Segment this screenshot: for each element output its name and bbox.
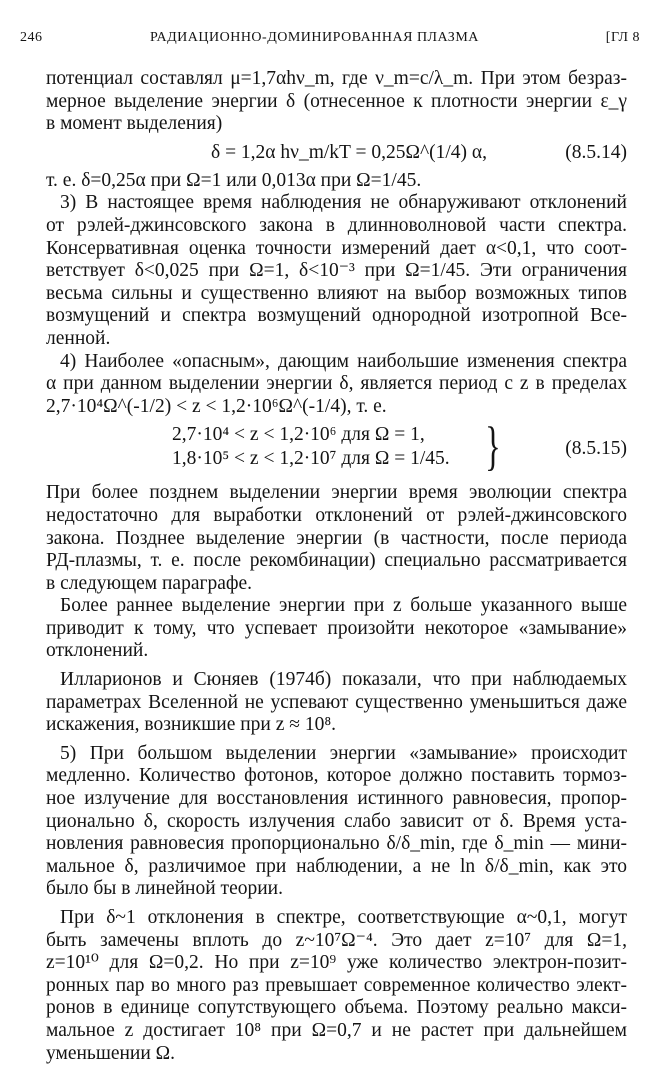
- equation-row: 1,8·10⁵ < z < 1,2·10⁷ для Ω = 1/45.: [172, 448, 450, 470]
- text-line: в следующем параграфе.: [46, 572, 253, 594]
- page-body: [46, 68, 627, 1065]
- text-line: искажения, возникшие при z ≈ 10⁸.: [46, 714, 337, 736]
- text-line: возмущений и спектра возмущений однородной изотропной Все-: [46, 305, 627, 327]
- text-line: ветствует δ<0,025 при Ω=1, δ<10⁻³ при Ω=1/45. Эти ограничения: [46, 260, 627, 282]
- page-header: [20, 30, 640, 52]
- text-line: медленно. Количество фотонов, которое должно поставить тормоз-: [46, 765, 627, 787]
- text-line: мальное z достигает 10⁸ при Ω=0,7 и не растет при дальнейшем: [46, 1019, 627, 1041]
- text-line: При δ~1 отклонения в спектре, соответствующие α~0,1, могут: [60, 907, 627, 928]
- text-line: ронных пар во много раз превышает современное количество элект-: [46, 974, 627, 996]
- text-line: закона. Позднее выделение энергии (в частности, после периода: [46, 527, 627, 549]
- text-line: т. е. δ=0,25α при Ω=1 или 0,013α при Ω=1/45.: [46, 169, 422, 191]
- text-line: ленной.: [46, 327, 111, 349]
- text-line: РД-плазмы, т. е. после рекомбинации) специально рассматривается: [46, 550, 627, 572]
- text-line: α при данном выделении энергии δ, является период с z в пределах: [46, 373, 627, 395]
- text-line: мерное выделение энергии δ (отнесенное к плотности энергии ε_γ: [46, 90, 627, 112]
- text-line: отклонений.: [46, 640, 149, 662]
- text-line: При более позднем выделении энергии время эволюции спектра: [46, 482, 627, 504]
- equation-number: (8.5.14): [565, 141, 627, 163]
- equation-8-5-14: [46, 136, 627, 170]
- text-line: потенциал составлял μ=1,7αhν_m, где ν_m=c/λ_m. При этом безраз-: [46, 68, 627, 89]
- text-line: приводит к тому, что успевает произойти некоторое «замывание»: [46, 617, 627, 639]
- text-line: Консервативная оценка точности измерений дает α<0,1, что соот-: [46, 237, 627, 259]
- text-line: 4) Наиболее «опасным», дающим наибольшие изменения спектра: [60, 350, 627, 372]
- right-brace: }: [485, 416, 501, 477]
- equation-number: (8.5.15): [565, 438, 627, 460]
- text-line: 3) В настоящее время наблюдения не обнаруживают отклонений: [60, 192, 627, 214]
- text-line: 5) При большом выделении энергии «замывание» происходит: [60, 742, 627, 764]
- text-line: параметрах Вселенной не успевают существенно уменьшиться даже: [46, 691, 627, 713]
- text-line: было бы в линейной теории.: [46, 878, 283, 900]
- text-line: быть замечены вплоть до z~10⁷Ω⁻⁴. Это дает z=10⁷ для Ω=1,: [46, 929, 627, 951]
- equation-8-5-15: [46, 416, 627, 478]
- text-line: Илларионов и Сюняев (1974б) показали, что при наблюдаемых: [60, 669, 627, 691]
- equation-row: 2,7·10⁴ < z < 1,2·10⁶ для Ω = 1,: [172, 424, 425, 446]
- text-line: мальное δ, различимое при наблюдении, а не ln δ/δ_min, как это: [46, 855, 627, 877]
- text-line: уменьшении Ω.: [46, 1042, 176, 1064]
- text-line: недостаточно для выработки отклонений от рэлей-джинсовского: [46, 504, 627, 526]
- page-number: 246: [20, 30, 43, 45]
- text-line: ронов в единице сопутствующего объема. Поэтому реально макси-: [46, 997, 627, 1019]
- text-line: ное излучение для восстановления истинного равновесия, пропор-: [46, 788, 627, 810]
- equation-formula: δ = 1,2α hν_m/kT = 0,25Ω^(1/4) α,: [211, 141, 487, 163]
- text-line: Более раннее выделение энергии при z больше указанного выше: [60, 595, 627, 617]
- running-title: РАДИАЦИОННО-ДОМИНИРОВАННАЯ ПЛАЗМА: [150, 30, 479, 45]
- text-line: z=10¹⁰ для Ω=0,2. Но при z=10⁹ уже количество электрон-позит-: [46, 952, 627, 974]
- text-line: 2,7·10⁴Ω^(-1/2) < z < 1,2·10⁶Ω^(-1/4), т. е.: [46, 395, 387, 417]
- text-line: весьма сильны и существенно влияют на выбор возможных типов: [46, 282, 627, 304]
- text-line: новления равновесия пропорционально δ/δ_min, где δ_min — мини-: [46, 833, 627, 855]
- chapter-label: [ГЛ 8: [605, 30, 640, 45]
- text-line: от рэлей-джинсовского закона в длинноволновой части спектра.: [46, 214, 627, 236]
- text-line: в момент выделения): [46, 113, 223, 135]
- text-line: ционально δ, скорость излучения слабо зависит от δ. Время уста-: [46, 810, 627, 832]
